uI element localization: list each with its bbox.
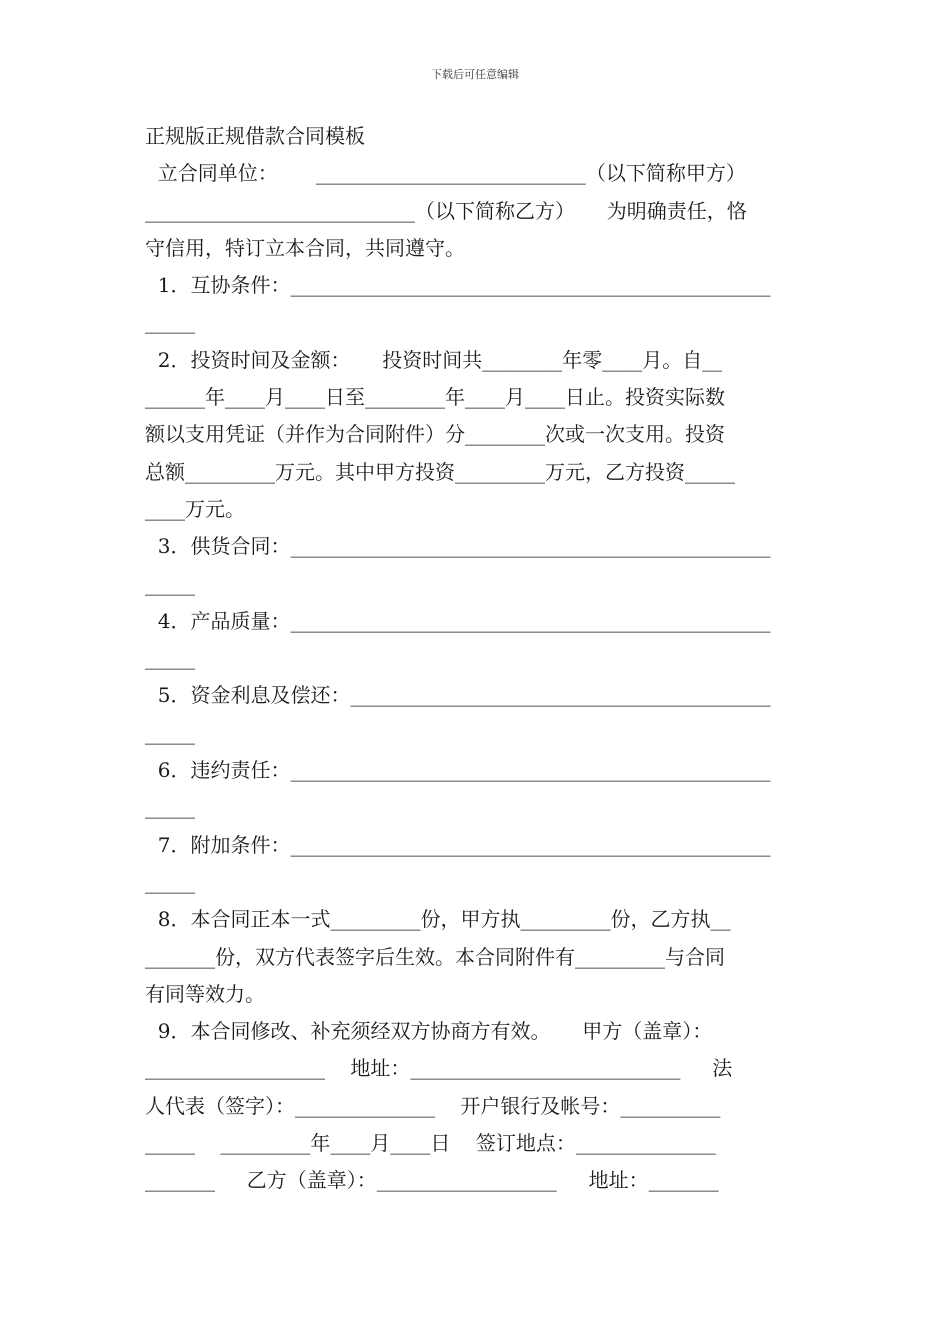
text-line: ____万元。: [145, 496, 245, 521]
text-line: _____ _________年____月____日 签订地点：______________: [145, 1131, 716, 1156]
text-line: _____: [145, 310, 195, 335]
text-line: 额以支用凭证（并作为合同附件）分________次或一次支用。投资: [145, 422, 725, 447]
text-line: 3．供货合同：________________________________________________: [145, 534, 771, 559]
text-line: _____: [145, 646, 195, 671]
text-line: 1．互协条件：________________________________________________: [145, 273, 771, 298]
text-line: ___________________________（以下简称乙方） 为明确责任，恪: [145, 198, 747, 223]
text-line: 6．违约责任：________________________________________________: [145, 758, 771, 783]
text-line: 7．附加条件：________________________________________________: [145, 832, 771, 857]
text-line: 9．本合同修改、补充须经双方协商方有效。 甲方（盖章）：: [145, 1019, 713, 1044]
text-line: 2．投资时间及金额： 投资时间共________年零____月。自__: [145, 347, 723, 372]
text-line: _____: [145, 571, 195, 596]
text-line: 总额_________万元。其中甲方投资_________万元，乙方投资_____: [145, 459, 735, 484]
text-line: __________________ 地址：___________________________ 法: [145, 1056, 733, 1081]
text-line: 守信用，特订立本合同，共同遵守。: [145, 235, 465, 260]
text-line: 立合同单位： ___________________________（以下简称甲方）: [145, 161, 746, 186]
text-line: _____: [145, 869, 195, 894]
document-title: 正规版正规借款合同模板: [145, 124, 365, 148]
text-line: 4．产品质量：________________________________________________: [145, 608, 771, 633]
text-line: 8．本合同正本一式_________份，甲方执_________份，乙方执__: [145, 907, 731, 932]
header-note: 下载后可任意编辑: [431, 68, 519, 81]
text-line: ______年____月____日至________年____月____日止。投资实际数: [145, 385, 725, 410]
text-line: 人代表（签字）：______________ 开户银行及帐号：__________: [145, 1093, 721, 1118]
text-line: _______ 乙方（盖章）：__________________ 地址：_______: [145, 1168, 719, 1193]
text-line: _______份，双方代表签字后生效。本合同附件有_________与合同: [145, 944, 725, 969]
text-line: 5．资金利息及偿还：__________________________________________: [145, 683, 771, 708]
text-line: 有同等效力。: [145, 981, 265, 1006]
text-line: _____: [145, 720, 195, 745]
contract-document: [145, 118, 807, 1200]
text-line: _____: [145, 795, 195, 820]
